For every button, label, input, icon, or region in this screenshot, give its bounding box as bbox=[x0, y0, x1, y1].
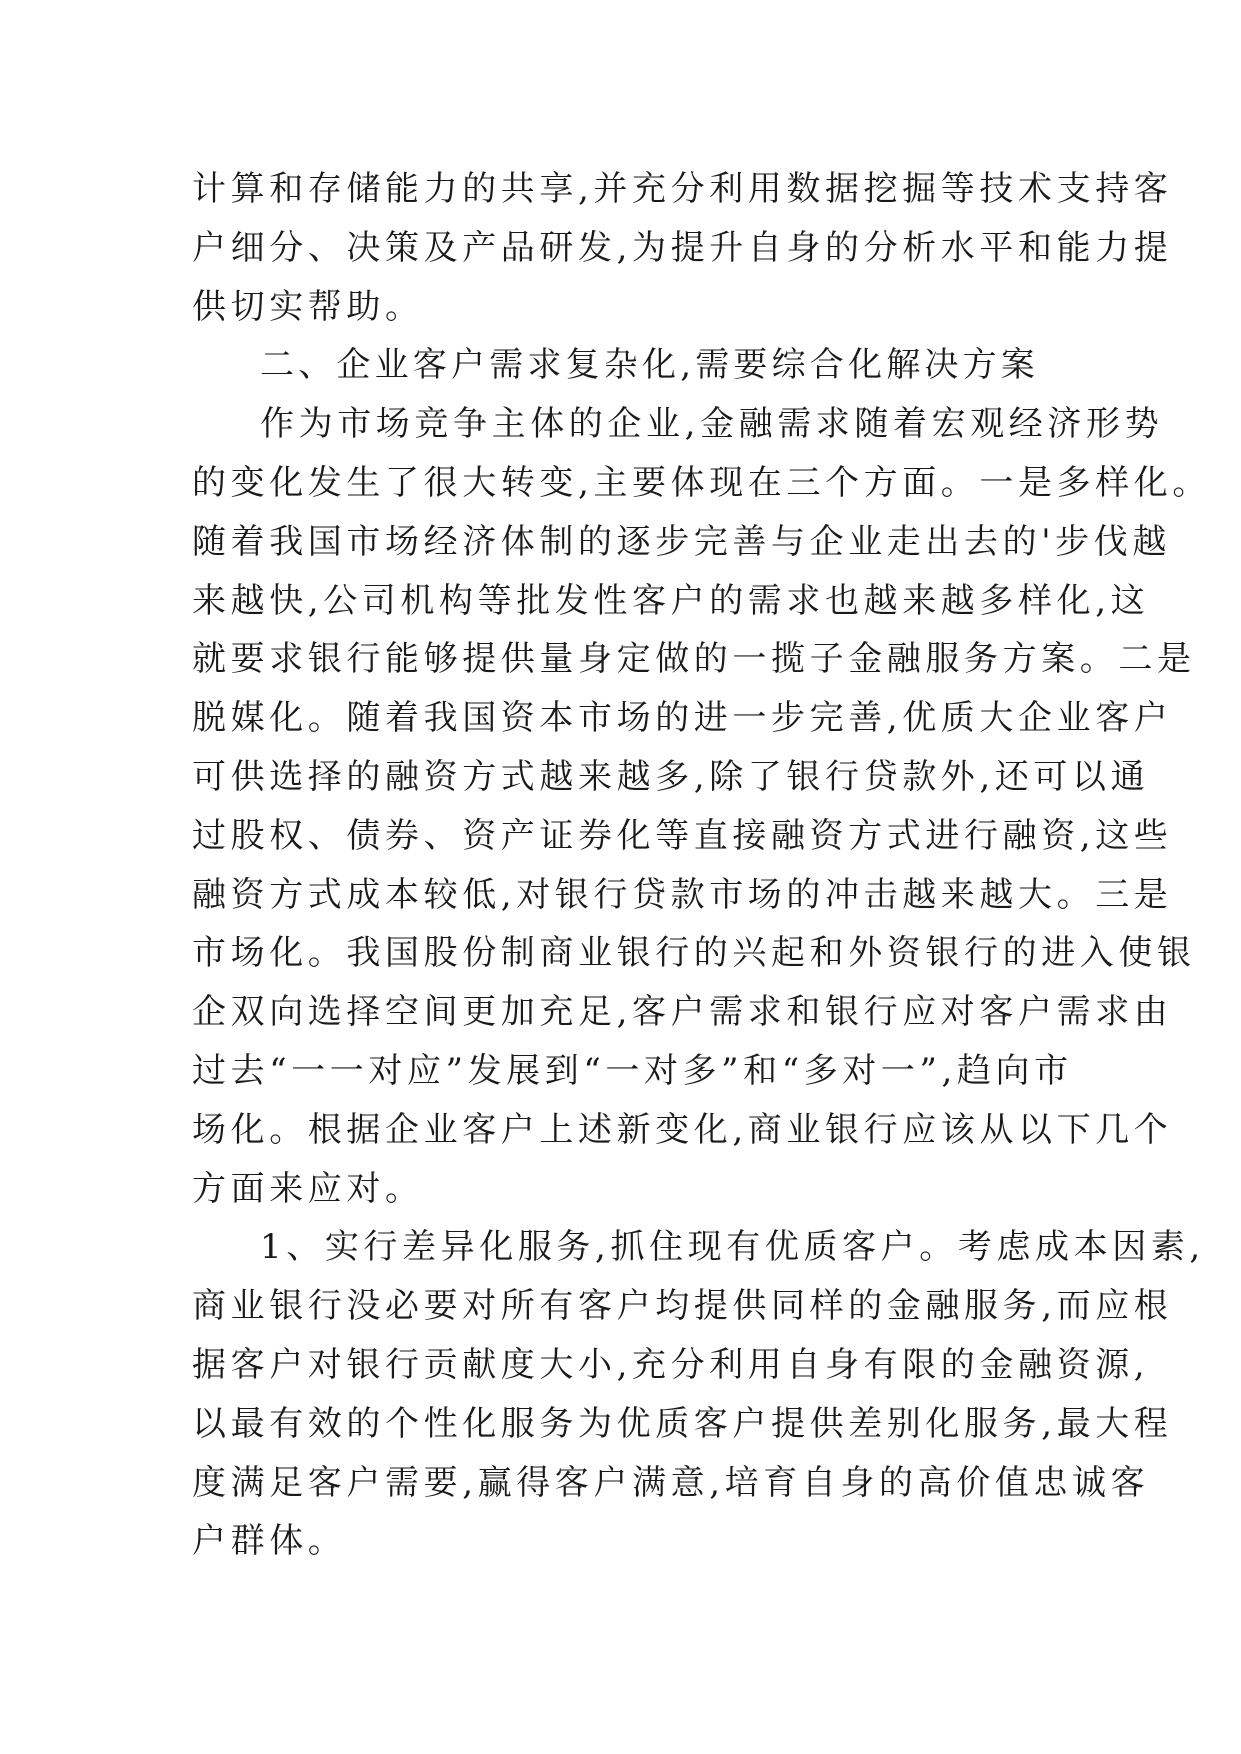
text-line: 的变化发生了很大转变,主要体现在三个方面。一是多样化。 bbox=[192, 462, 1212, 503]
text-line: 过去“一一对应”发展到“一对多”和“多对一”,趋向市 bbox=[192, 1050, 1073, 1091]
text-line: 据客户对银行贡献度大小,充分利用自身有限的金融资源, bbox=[192, 1344, 1150, 1385]
text-line: 市场化。我国股份制商业银行的兴起和外资银行的进入使银 bbox=[192, 933, 1196, 974]
text-line: 度满足客户需要,赢得客户满意,培育自身的高价值忠诚客 bbox=[192, 1462, 1150, 1503]
text-line: 就要求银行能够提供量身定做的一揽子金融服务方案。二是 bbox=[192, 639, 1196, 680]
text-line: 商业银行没必要对所有客户均提供同样的金融服务,而应根 bbox=[192, 1286, 1173, 1327]
text-line: 作为市场竞争主体的企业,金融需求随着宏观经济形势 bbox=[260, 404, 1164, 445]
text-line: 户细分、决策及产品研发,为提升自身的分析水平和能力提 bbox=[192, 227, 1173, 268]
text-line: 1、实行差异化服务,抓住现有优质客户。考虑成本因素, bbox=[260, 1227, 1205, 1268]
text-line: 场化。根据企业客户上述新变化,商业银行应该从以下几个 bbox=[192, 1109, 1173, 1150]
text-line: 过股权、债券、资产证券化等直接融资方式进行融资,这些 bbox=[192, 815, 1173, 856]
document-page bbox=[192, 160, 1212, 1571]
text-line: 可供选择的融资方式越来越多,除了银行贷款外,还可以通 bbox=[192, 756, 1150, 797]
section-heading: 二、企业客户需求复杂化,需要综合化解决方案 bbox=[260, 345, 1040, 386]
text-line: 计算和存储能力的共享,并充分利用数据挖掘等技术支持客 bbox=[192, 169, 1173, 209]
text-line: 户群体。 bbox=[192, 1521, 347, 1562]
text-line: 以最有效的个性化服务为优质客户提供差别化服务,最大程 bbox=[192, 1403, 1173, 1444]
text-line: 来越快,公司机构等批发性客户的需求也越来越多样化,这 bbox=[192, 580, 1150, 621]
text-line: 脱媒化。随着我国资本市场的进一步完善,优质大企业客户 bbox=[192, 698, 1173, 739]
text-line: 供切实帮助。 bbox=[192, 286, 424, 327]
text-line: 随着我国市场经济体制的逐步完善与企业走出去的'步伐越 bbox=[192, 521, 1171, 562]
text-line: 融资方式成本较低,对银行贷款市场的冲击越来越大。三是 bbox=[192, 874, 1173, 915]
text-line: 方面来应对。 bbox=[192, 1168, 424, 1209]
text-line: 企双向选择空间更加充足,客户需求和银行应对客户需求由 bbox=[192, 992, 1173, 1033]
